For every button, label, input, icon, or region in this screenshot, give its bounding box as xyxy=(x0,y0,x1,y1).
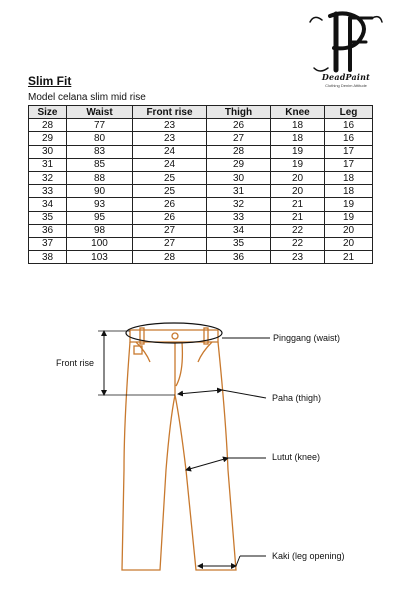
table-cell: 26 xyxy=(133,211,207,224)
table-cell: 26 xyxy=(133,198,207,211)
table-cell: 20 xyxy=(271,171,325,184)
table-cell: 31 xyxy=(29,158,67,171)
table-cell: 77 xyxy=(67,119,133,132)
table-cell: 19 xyxy=(271,158,325,171)
table-cell: 32 xyxy=(207,198,271,211)
column-header: Knee xyxy=(271,106,325,119)
table-cell: 21 xyxy=(325,251,373,264)
column-header: Leg xyxy=(325,106,373,119)
table-cell: 23 xyxy=(133,119,207,132)
table-cell: 18 xyxy=(325,185,373,198)
table-row xyxy=(29,211,373,224)
table-row xyxy=(29,198,373,211)
table-cell: 34 xyxy=(29,198,67,211)
table-cell: 19 xyxy=(325,211,373,224)
table-cell: 36 xyxy=(207,251,271,264)
table-cell: 80 xyxy=(67,132,133,145)
table-row xyxy=(29,158,373,171)
column-header: Thigh xyxy=(207,106,271,119)
table-cell: 27 xyxy=(133,224,207,237)
table-row xyxy=(29,145,373,158)
table-cell: 24 xyxy=(133,145,207,158)
table-cell: 100 xyxy=(67,237,133,250)
table-cell: 28 xyxy=(207,145,271,158)
table-cell: 32 xyxy=(29,171,67,184)
table-cell: 37 xyxy=(29,237,67,250)
table-cell: 19 xyxy=(325,198,373,211)
table-cell: 18 xyxy=(271,132,325,145)
table-cell: 23 xyxy=(133,132,207,145)
table-row xyxy=(29,224,373,237)
table-cell: 33 xyxy=(29,185,67,198)
pants-outline xyxy=(122,328,236,570)
table-cell: 16 xyxy=(325,119,373,132)
table-row xyxy=(29,132,373,145)
column-header: Size xyxy=(29,106,67,119)
table-row xyxy=(29,185,373,198)
table-cell: 31 xyxy=(207,185,271,198)
table-cell: 18 xyxy=(325,171,373,184)
table-cell: 26 xyxy=(207,119,271,132)
table-cell: 25 xyxy=(133,171,207,184)
table-cell: 95 xyxy=(67,211,133,224)
chart-subtitle: Model celana slim mid rise xyxy=(28,92,146,103)
table-cell: 20 xyxy=(325,237,373,250)
chart-title: Slim Fit xyxy=(28,74,72,88)
table-cell: 27 xyxy=(133,237,207,250)
brand-name: DeadPaint xyxy=(321,72,371,82)
table-cell: 85 xyxy=(67,158,133,171)
table-cell: 83 xyxy=(67,145,133,158)
knee-arrow xyxy=(186,458,228,470)
table-cell: 28 xyxy=(133,251,207,264)
table-cell: 22 xyxy=(271,224,325,237)
table-cell: 103 xyxy=(67,251,133,264)
table-cell: 17 xyxy=(325,158,373,171)
table-cell: 38 xyxy=(29,251,67,264)
table-cell: 18 xyxy=(271,119,325,132)
knee-label: Lutut (knee) xyxy=(272,452,321,462)
table-cell: 33 xyxy=(207,211,271,224)
thigh-arrow xyxy=(178,390,222,394)
table-cell: 29 xyxy=(29,132,67,145)
front-rise-label: Front rise xyxy=(56,358,95,368)
table-cell: 16 xyxy=(325,132,373,145)
table-cell: 23 xyxy=(271,251,325,264)
table-cell: 27 xyxy=(207,132,271,145)
thigh-label: Paha (thigh) xyxy=(272,393,322,403)
table-cell: 20 xyxy=(325,224,373,237)
table-cell: 29 xyxy=(207,158,271,171)
table-cell: 90 xyxy=(67,185,133,198)
size-chart-table xyxy=(28,105,373,264)
table-cell: 21 xyxy=(271,198,325,211)
table-cell: 20 xyxy=(271,185,325,198)
table-cell: 24 xyxy=(133,158,207,171)
table-header-row xyxy=(29,106,373,119)
table-cell: 22 xyxy=(271,237,325,250)
table-cell: 35 xyxy=(207,237,271,250)
table-cell: 98 xyxy=(67,224,133,237)
table-cell: 34 xyxy=(207,224,271,237)
table-cell: 25 xyxy=(133,185,207,198)
table-row xyxy=(29,119,373,132)
table-row xyxy=(29,171,373,184)
brand-tagline: Clothing Denim Attitude xyxy=(325,83,367,88)
table-row xyxy=(29,251,373,264)
table-cell: 28 xyxy=(29,119,67,132)
table-cell: 30 xyxy=(207,171,271,184)
table-cell: 17 xyxy=(325,145,373,158)
table-cell: 30 xyxy=(29,145,67,158)
table-cell: 93 xyxy=(67,198,133,211)
column-header: Waist xyxy=(67,106,133,119)
table-cell: 19 xyxy=(271,145,325,158)
table-cell: 36 xyxy=(29,224,67,237)
table-row xyxy=(29,237,373,250)
waist-label: Pinggang (waist) xyxy=(273,333,341,343)
table-cell: 35 xyxy=(29,211,67,224)
table-cell: 88 xyxy=(67,171,133,184)
table-cell: 21 xyxy=(271,211,325,224)
column-header: Front rise xyxy=(133,106,207,119)
leg-opening-label: Kaki (leg opening) xyxy=(272,551,345,561)
